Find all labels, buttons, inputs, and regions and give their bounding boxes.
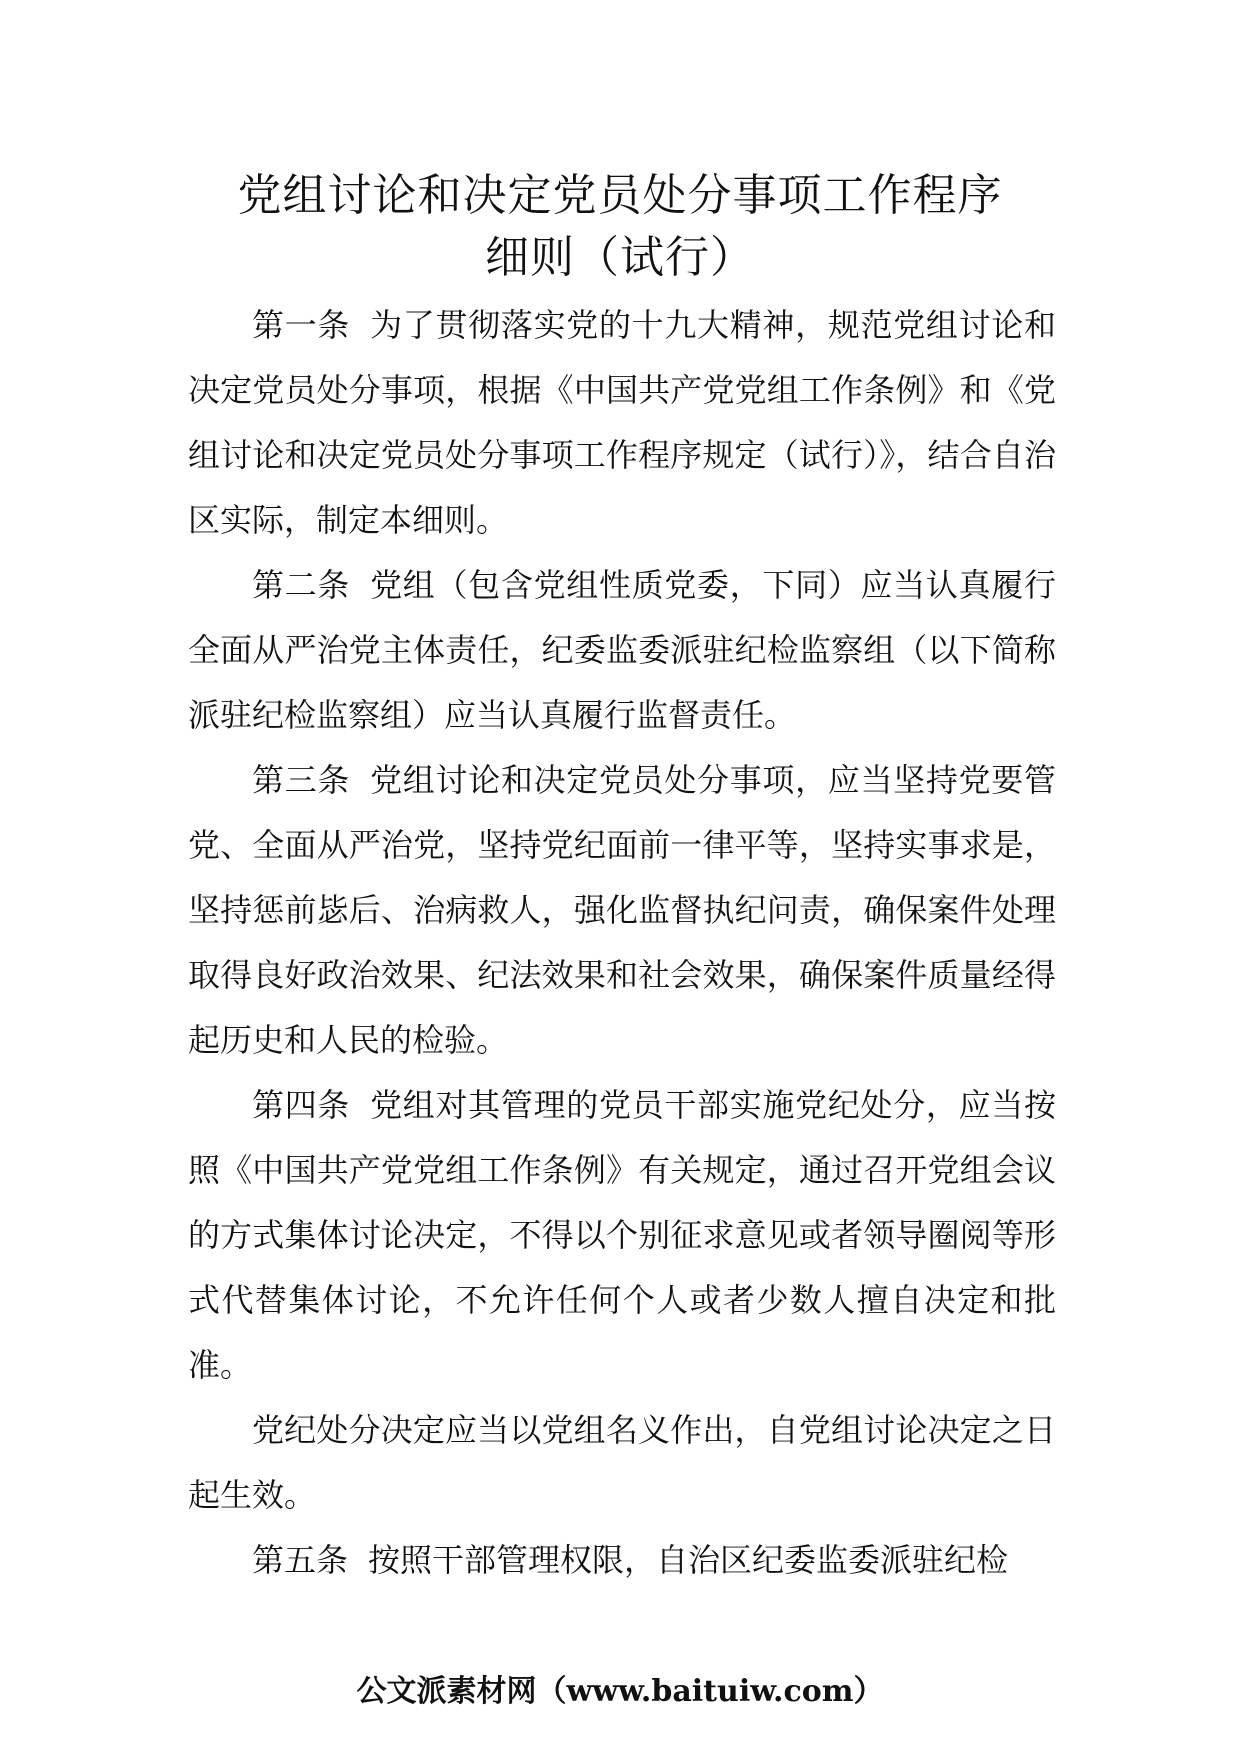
paragraph-continuation <box>188 1398 1056 1528</box>
paragraph-text: 按照干部管理权限，自治区纪委监委派驻纪检 <box>368 1541 1009 1579</box>
paragraph-article-4 <box>188 1073 1056 1398</box>
paragraph-text: 党组（包含党组性质党委，下同）应当认真履行全面从严治党主体责任，纪委监委派驻纪检监察组（以下简称派驻纪检监察组）应当认真履行监督责任。 <box>188 566 1056 734</box>
article-number: 第五条 <box>252 1541 349 1579</box>
paragraph-article-2 <box>188 553 1056 748</box>
article-number: 第三条 <box>252 761 351 799</box>
article-number: 第一条 <box>252 306 351 344</box>
footer-watermark: 公文派素材网（www.baituiw.com） <box>356 1674 884 1709</box>
paragraph-text: 党组讨论和决定党员处分事项，应当坚持党要管党、全面从严治党，坚持党纪面前一律平等，坚持实事求是，坚持惩前毖后、治病救人，强化监督执纪问责，确保案件处理取得良好政治效果、纪法效果和社会效果，确保案件质量经得起历史和人民的检验。 <box>188 761 1056 1059</box>
title-line-1: 党组讨论和决定党员处分事项工作程序 <box>237 170 1003 221</box>
paragraph-article-3 <box>188 748 1056 1073</box>
paragraph-text: 党组对其管理的党员干部实施党纪处分，应当按照《中国共产党党组工作条例》有关规定，通过召开党组会议的方式集体讨论决定，不得以个别征求意见或者领导圈阅等形式代替集体讨论，不允许任何个人或者少数人擅自决定和批准。 <box>188 1086 1056 1384</box>
document-body <box>188 293 1056 1593</box>
paragraph-article-1 <box>188 293 1056 553</box>
article-number: 第二条 <box>252 566 351 604</box>
paragraph-text: 为了贯彻落实党的十九大精神，规范党组讨论和决定党员处分事项，根据《中国共产党党组工作条例》和《党组讨论和决定党员处分事项工作程序规定（试行）》，结合自治区实际，制定本细则。 <box>188 306 1056 539</box>
document-title <box>0 165 1240 289</box>
paragraph-article-5 <box>188 1528 1056 1593</box>
article-number: 第四条 <box>252 1086 351 1124</box>
paragraph-text: 党纪处分决定应当以党组名义作出，自党组讨论决定之日起生效。 <box>188 1411 1056 1514</box>
title-line-2: 细则（试行） <box>485 232 755 283</box>
